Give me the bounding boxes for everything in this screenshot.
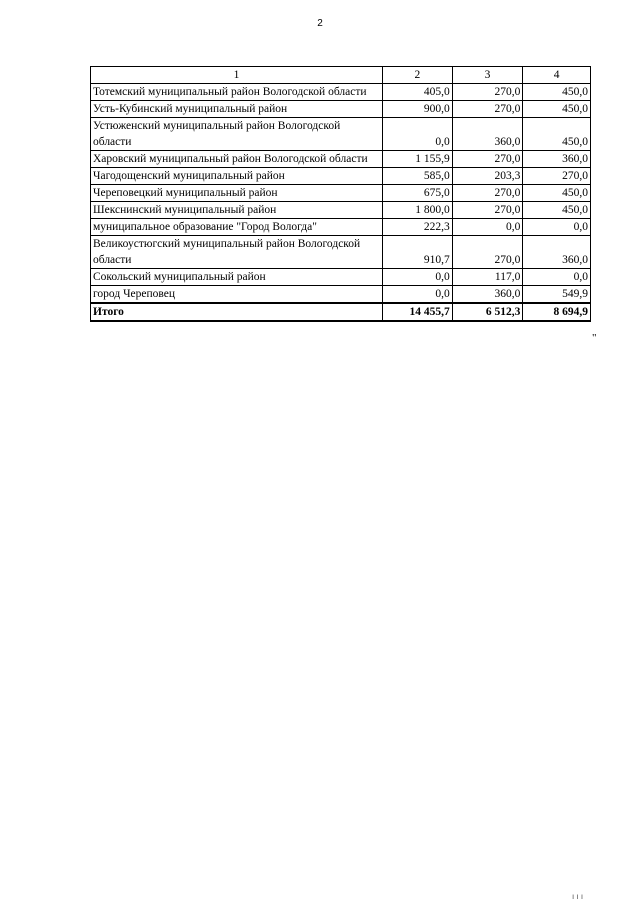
row-value-3: 270,0 [452,202,523,219]
row-name: Шекснинский муниципальный район [91,202,383,219]
row-value-2: 0,0 [383,118,453,151]
row-name: Чагодощенский муниципальный район [91,168,383,185]
column-header-4: 4 [523,67,591,84]
table-row [91,151,591,168]
row-value-4: 0,0 [523,269,591,286]
row-value-3: 270,0 [452,84,523,101]
row-value-4: 360,0 [523,236,591,269]
row-value-3: 360,0 [452,118,523,151]
row-value-3: 117,0 [452,269,523,286]
row-name: город Череповец [91,286,383,304]
column-header-1: 1 [91,67,383,84]
row-value-3: 270,0 [452,151,523,168]
row-value-2: 675,0 [383,185,453,202]
row-value-2: 900,0 [383,101,453,118]
total-value-4: 8 694,9 [523,303,591,321]
row-value-2: 0,0 [383,286,453,304]
row-value-3: 270,0 [452,101,523,118]
table-row [91,236,591,269]
row-value-2: 1 155,9 [383,151,453,168]
row-name: Усть-Кубинский муниципальный район [91,101,383,118]
table-row [91,84,591,101]
row-value-3: 270,0 [452,185,523,202]
row-value-4: 450,0 [523,101,591,118]
row-value-4: 270,0 [523,168,591,185]
row-value-2: 222,3 [383,219,453,236]
total-value-3: 6 512,3 [452,303,523,321]
row-name: Сокольский муниципальный район [91,269,383,286]
row-value-4: 450,0 [523,118,591,151]
budget-table [90,66,591,322]
row-value-4: 450,0 [523,84,591,101]
row-name: Харовский муниципальный район Вологодской области [91,151,383,168]
row-value-2: 585,0 [383,168,453,185]
row-value-2: 910,7 [383,236,453,269]
table-row [91,269,591,286]
table-row [91,219,591,236]
table-row [91,286,591,304]
row-name: Великоустюгский муниципальный район Вологодской области [91,236,383,269]
row-name: Череповецкий муниципальный район [91,185,383,202]
row-value-2: 0,0 [383,269,453,286]
table-row [91,101,591,118]
row-value-4: 549,9 [523,286,591,304]
closing-quote-mark: " [592,332,597,344]
table-header-row [91,67,591,84]
row-value-3: 360,0 [452,286,523,304]
row-value-4: 450,0 [523,202,591,219]
table-row [91,202,591,219]
row-value-3: 203,3 [452,168,523,185]
total-row [91,303,591,321]
column-header-2: 2 [383,67,453,84]
page-number: 2 [317,18,323,29]
row-value-2: 1 800,0 [383,202,453,219]
table-row [91,118,591,151]
column-header-3: 3 [452,67,523,84]
row-value-3: 270,0 [452,236,523,269]
row-value-4: 360,0 [523,151,591,168]
row-value-4: 0,0 [523,219,591,236]
row-name: Устюженский муниципальный район Вологодской области [91,118,383,151]
row-value-4: 450,0 [523,185,591,202]
total-value-2: 14 455,7 [383,303,453,321]
table-row [91,185,591,202]
row-name: Тотемский муниципальный район Вологодской области [91,84,383,101]
table-row [91,168,591,185]
margin-mark: ı ı ı [572,892,584,901]
total-label: Итого [91,303,383,321]
row-value-2: 405,0 [383,84,453,101]
row-name: муниципальное образование "Город Вологда" [91,219,383,236]
row-value-3: 0,0 [452,219,523,236]
